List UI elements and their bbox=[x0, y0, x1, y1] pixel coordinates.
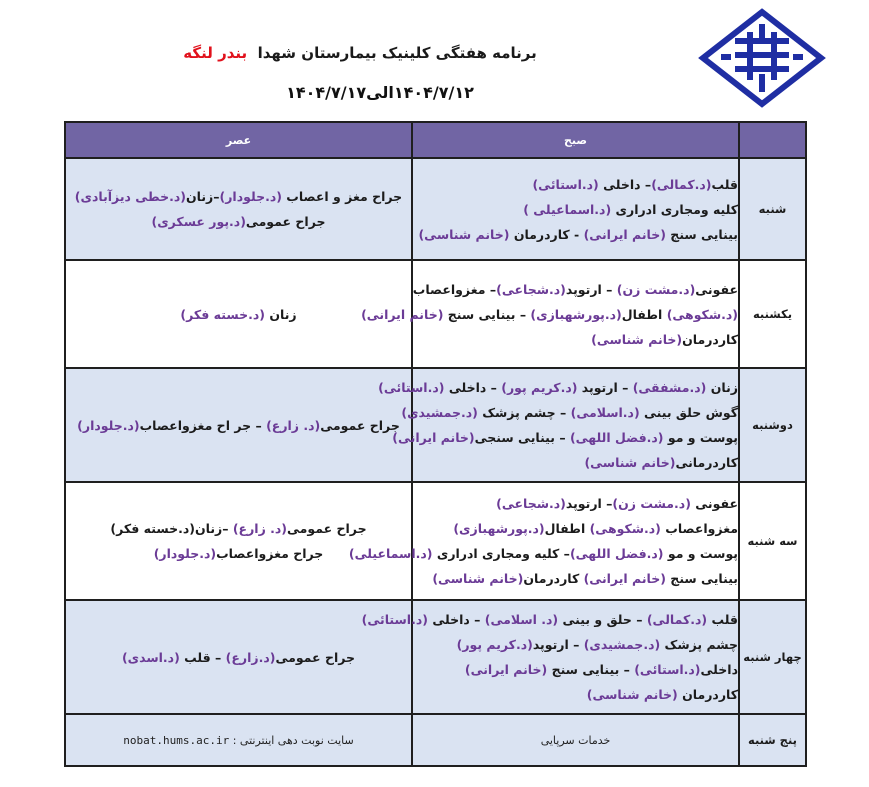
table-row bbox=[65, 600, 806, 714]
specialty: کاردرمان bbox=[677, 687, 738, 702]
schedule-line bbox=[413, 172, 738, 197]
specialty: زنان bbox=[264, 306, 297, 322]
specialty: بینایی سنج bbox=[665, 226, 738, 242]
doctor-name: (د.مشت زن) bbox=[616, 281, 696, 297]
day-cell: چهار شنبه bbox=[739, 600, 806, 714]
doctor-name: (د. زارع) bbox=[232, 521, 288, 536]
specialty: جراح مغزواعصاب bbox=[216, 546, 324, 561]
doctor-name: (د.پور عسکری) bbox=[151, 214, 246, 229]
page-title: برنامه هفتگی کلینیک بیمارستان شهدا بندر لنگه bbox=[183, 44, 537, 62]
schedule-line bbox=[401, 400, 738, 425]
specialty: –زنان bbox=[186, 189, 220, 204]
day-cell: یکشنبه bbox=[739, 260, 806, 368]
schedule-line bbox=[413, 491, 738, 516]
specialty: عفونی bbox=[695, 281, 738, 297]
evening-cell bbox=[65, 260, 412, 368]
doctor-name: (د.شکوهی) bbox=[666, 306, 738, 322]
specialty: – چشم پزشک bbox=[477, 405, 571, 420]
schedule-line bbox=[66, 645, 411, 670]
doctor-name: (خانم شناسی) bbox=[586, 687, 678, 702]
specialty: قلب bbox=[711, 176, 738, 192]
morning-cell bbox=[412, 158, 739, 260]
specialty: – ارتوپد bbox=[577, 380, 633, 395]
specialty: – کلیه ومجاری ادراری bbox=[432, 546, 570, 561]
doctor-name: (د.خطی دیزآبادی) bbox=[74, 189, 186, 204]
specialty: جراح عمومی bbox=[287, 521, 367, 536]
doctor-name: (د.فضل اللهی) bbox=[569, 430, 664, 445]
specialty: جراح عمومی bbox=[320, 417, 400, 433]
day-cell: پنج شنبه bbox=[739, 714, 806, 766]
booking-site-url[interactable]: nobat.hums.ac.ir bbox=[123, 733, 230, 747]
schedule-line bbox=[413, 657, 738, 682]
table-row bbox=[65, 158, 806, 260]
schedule-line bbox=[413, 327, 738, 352]
specialty: – حلق و بینی bbox=[558, 612, 647, 627]
table-row bbox=[65, 482, 806, 600]
doctor-name: (د. زارع) bbox=[266, 417, 321, 433]
day-cell: دوشنبه bbox=[739, 368, 806, 482]
evening-cell bbox=[65, 158, 412, 260]
doctor-name: (د.جمشیدی) bbox=[583, 637, 661, 652]
doctor-name: (خانم ایرانی) bbox=[361, 306, 444, 322]
specialty: – ارتوپد bbox=[565, 496, 613, 511]
doctor-name: (د.جلودار) bbox=[219, 189, 282, 204]
schedule-line bbox=[66, 413, 411, 438]
schedule-line bbox=[392, 425, 738, 450]
morning-cell bbox=[378, 368, 739, 482]
doctor-name: (د.اسماعیلی) bbox=[348, 546, 433, 561]
doctor-name: (د.اسماعیلی ) bbox=[523, 201, 612, 217]
specialty: –زنان bbox=[194, 521, 233, 536]
table-row bbox=[65, 368, 806, 482]
doctor-name: (د.جلودار) bbox=[77, 417, 140, 433]
schedule-line bbox=[413, 682, 738, 707]
specialty: کاردرمانی bbox=[675, 455, 738, 470]
specialty: اطفال bbox=[621, 306, 667, 322]
header-evening: عصر bbox=[65, 122, 412, 158]
specialty: داخلی bbox=[700, 662, 738, 677]
weekly-schedule-table bbox=[64, 121, 807, 767]
morning-cell bbox=[348, 482, 739, 600]
evening-cell bbox=[65, 368, 412, 482]
doctor-name: (د.فضل اللهی) bbox=[569, 546, 664, 561]
specialty: اطفال bbox=[544, 521, 590, 536]
doctor-name: (د.زارع) bbox=[225, 649, 276, 665]
specialty: بینایی سنج bbox=[665, 571, 738, 586]
hospital-logo-icon bbox=[697, 8, 827, 108]
doctor-name: (خانم شناسی) bbox=[584, 455, 676, 470]
evening-cell bbox=[65, 600, 412, 714]
doctor-name: (د.پورشهبازی) bbox=[530, 306, 622, 322]
schedule-line bbox=[66, 302, 411, 327]
specialty: – مغزواعصاب bbox=[412, 281, 497, 297]
specialty: چشم پزشک bbox=[660, 637, 738, 652]
specialty: پوست و مو bbox=[663, 430, 738, 445]
table-header-row bbox=[65, 122, 806, 158]
specialty: – بینایی سنج bbox=[443, 306, 531, 322]
table-row bbox=[65, 714, 806, 766]
specialty: – بینایی سنجی bbox=[474, 430, 570, 445]
specialty: – داخلی bbox=[444, 380, 502, 395]
specialty: گوش حلق بینی bbox=[639, 405, 738, 420]
doctor-name: (د.استائی) bbox=[532, 176, 599, 192]
doctor-name: (د.اسدی) bbox=[121, 649, 180, 665]
doctor-name: (خانم ایرانی) bbox=[464, 662, 548, 677]
schedule-line bbox=[413, 450, 738, 475]
doctor-name: (خانم ایرانی) bbox=[583, 226, 666, 242]
specialty: جراح عمومی bbox=[245, 214, 326, 229]
doctor-name: (د. اسلامی) bbox=[484, 612, 559, 627]
schedule-line bbox=[66, 184, 411, 209]
schedule-line bbox=[413, 197, 738, 222]
doctor-name: (د.اسلامی) bbox=[570, 405, 640, 420]
doctor-name: (د.کمالی) bbox=[646, 612, 708, 627]
doctor-name: (د.شجاعی) bbox=[496, 496, 566, 511]
day-cell: سه شنبه bbox=[739, 482, 806, 600]
specialty: – قلب bbox=[179, 649, 226, 665]
schedule-line bbox=[413, 222, 738, 247]
doctor-name: (خانم ایرانی) bbox=[583, 571, 666, 586]
doctor-name: (د.پورشهبازی) bbox=[453, 521, 545, 536]
schedule-line bbox=[413, 277, 738, 302]
schedule-line bbox=[361, 302, 738, 327]
specialty: زنان bbox=[706, 380, 738, 395]
specialty: – جر اح مغزواعصاب bbox=[139, 417, 267, 433]
morning-cell bbox=[361, 600, 739, 714]
doctor-name: (د.مشفقی) bbox=[632, 380, 707, 395]
schedule-line bbox=[413, 566, 738, 591]
doctor-name: (د.جمشیدی) bbox=[401, 405, 478, 420]
doctor-name: (د.خسته فکر) bbox=[180, 306, 265, 322]
specialty: – داخلی bbox=[427, 612, 485, 627]
specialty: قلب bbox=[707, 612, 738, 627]
doctor-name: (د.استائی) bbox=[634, 662, 701, 677]
specialty: جراح مغز و اعصاب bbox=[281, 189, 403, 204]
schedule-line bbox=[361, 607, 738, 632]
specialty: – بینایی سنج bbox=[547, 662, 635, 677]
specialty: جراح عمومی bbox=[275, 649, 356, 665]
title-place: بندر لنگه bbox=[183, 44, 248, 62]
doctor-name: (د.شکوهی) bbox=[589, 521, 661, 536]
doctor-name: (د.شجاعی) bbox=[496, 281, 566, 297]
specialty: – ارتوپد bbox=[565, 281, 617, 297]
doctor-name: (خانم شناسی) bbox=[432, 571, 524, 586]
specialty: کلیه ومجاری ادراری bbox=[611, 201, 738, 217]
doctor-name: (خانم ایرانی) bbox=[392, 430, 475, 445]
table-row bbox=[65, 260, 806, 368]
doctor-name: (خانم شناسی) bbox=[418, 226, 510, 242]
doctor-name: (د.کمالی) bbox=[651, 176, 712, 192]
doctor-name: (د.استائی) bbox=[378, 380, 445, 395]
specialty: کاردرمان bbox=[523, 571, 584, 586]
doctor-name: (د.مشت زن) bbox=[612, 496, 691, 511]
booking-site-label: سایت نوبت دهی اینترنتی : bbox=[232, 733, 354, 747]
specialty: – داخلی bbox=[598, 176, 652, 192]
specialty: - کاردرمان bbox=[509, 226, 584, 242]
doctor-name: (خانم شناسی) bbox=[591, 331, 683, 347]
specialty: مغزواعصاب bbox=[660, 521, 738, 536]
morning-cell: خدمات سرپایی bbox=[412, 714, 739, 766]
date-range: ۱۴۰۴/۷/۱۲الی۱۴۰۴/۷/۱۷ bbox=[286, 83, 474, 102]
specialty: عفونی bbox=[690, 496, 738, 511]
doctor-name: (د.جلودار) bbox=[153, 546, 217, 561]
schedule-line bbox=[413, 516, 738, 541]
schedule-line bbox=[413, 632, 738, 657]
day-cell: شنبه bbox=[739, 158, 806, 260]
doctor-name: (د.کریم پور) bbox=[456, 637, 533, 652]
doctor-name: (د.استائی) bbox=[361, 612, 428, 627]
schedule-line bbox=[348, 541, 738, 566]
header-morning: صبح bbox=[412, 122, 739, 158]
booking-site-cell bbox=[65, 714, 412, 766]
schedule-line bbox=[66, 516, 411, 541]
schedule-line bbox=[378, 375, 738, 400]
specialty: (د.خسته فکر) bbox=[110, 521, 195, 536]
schedule-line bbox=[66, 209, 411, 234]
doctor-name: (د.کریم پور) bbox=[501, 380, 578, 395]
morning-cell bbox=[361, 260, 739, 368]
specialty: – ارتوپد bbox=[532, 637, 584, 652]
header-day bbox=[739, 122, 806, 158]
specialty: پوست و مو bbox=[663, 546, 738, 561]
specialty: کاردرمان bbox=[682, 331, 738, 347]
